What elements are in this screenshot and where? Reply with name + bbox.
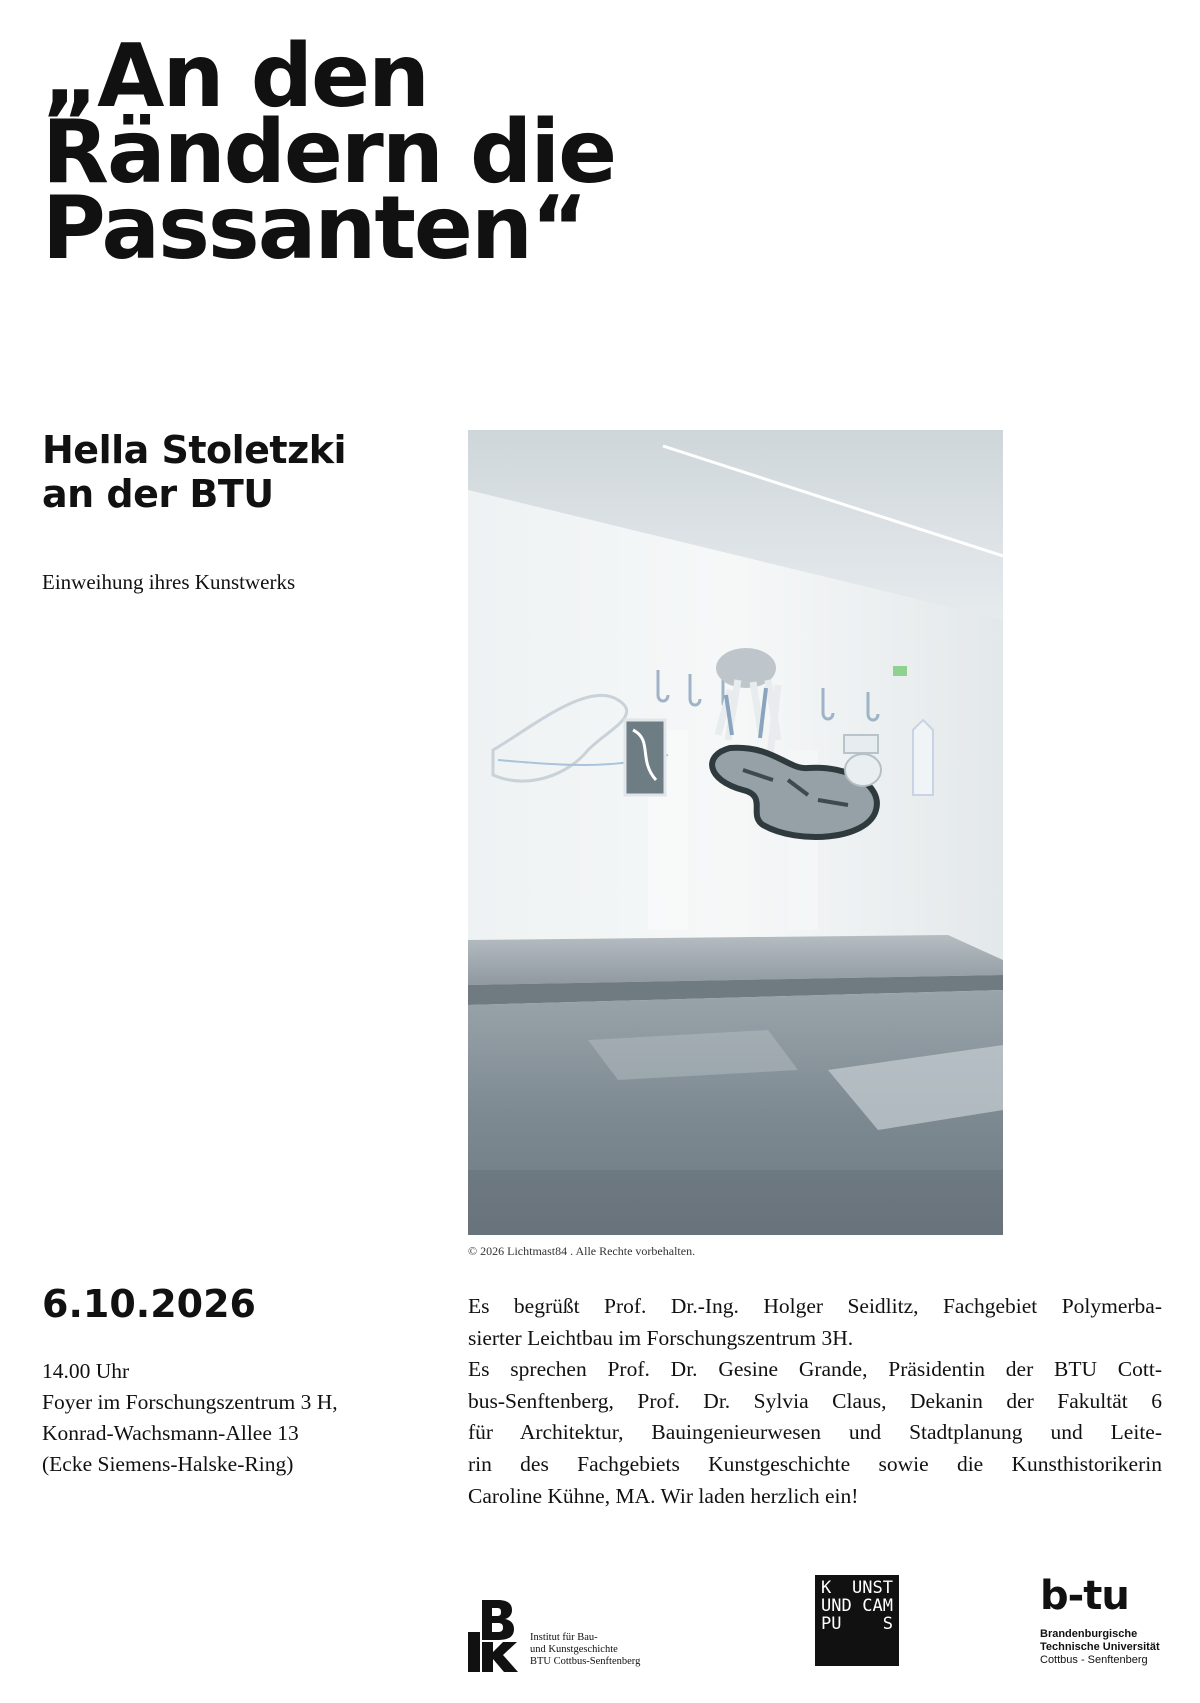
title-line-3: Passanten“ — [42, 177, 587, 279]
program-line-2: sierter Leichtbau im Forschungszentrum 3H. — [468, 1325, 854, 1350]
kunst-und-campus-logo — [815, 1575, 899, 1666]
btu-name — [1040, 1628, 1160, 1667]
btu-mark: b-tu — [1040, 1573, 1129, 1619]
program-text — [468, 1291, 1162, 1512]
ibk-name — [530, 1632, 640, 1668]
kuc-row-2 — [821, 1597, 893, 1615]
event-kicker: Einweihung ihres Kunstwerks — [42, 570, 296, 594]
ibk-name-line-3: BTU Cottbus-Senftenberg — [530, 1656, 641, 1667]
btu-name-line-3: Cottbus - Senftenberg — [1040, 1654, 1148, 1666]
event-place-line-1: Foyer im Forschungszentrum 3 H, — [42, 1390, 338, 1414]
ibk-mark-icon — [468, 1592, 520, 1672]
ibk-logo — [468, 1592, 688, 1672]
program-line-3: Es sprechen Prof. Dr. Gesine Grande, Präsidentin der BTU Cott- — [468, 1357, 1162, 1382]
event-date: 6.10.2026 — [42, 1282, 256, 1326]
event-details — [42, 1356, 422, 1480]
program-line-4: bus-Senftenberg, Prof. Dr. Sylvia Claus, Dekanin der Fakultät 6 — [468, 1388, 1162, 1413]
btu-logo — [1040, 1574, 1180, 1674]
subtitle-line-2: an der BTU — [42, 472, 274, 516]
event-place-line-2: Konrad-Wachsmann-Allee 13 — [42, 1421, 299, 1445]
artwork-photo — [468, 430, 1003, 1235]
title-line-2: Rändern die — [42, 101, 616, 203]
program-line-1: Es begrüßt Prof. Dr.-Ing. Holger Seidlitz, Fachgebiet Polymerba- — [468, 1294, 1162, 1318]
subtitle-line-1: Hella Stoletzki — [42, 428, 347, 472]
program-line-6: rin des Fachgebiets Kunstgeschichte sowie die Kunsthistorikerin — [468, 1451, 1162, 1476]
kuc-text: PU — [821, 1614, 842, 1634]
poster-title — [42, 25, 862, 279]
kuc-text: UNST — [852, 1578, 893, 1598]
kuc-text: K — [821, 1578, 832, 1598]
kuc-text: S — [882, 1614, 893, 1634]
kuc-text: CAM — [862, 1596, 893, 1616]
artist-heading — [42, 428, 462, 516]
btu-name-line-2: Technische Universität — [1040, 1641, 1160, 1653]
ibk-name-line-2: und Kunstgeschichte — [530, 1644, 618, 1655]
btu-name-line-1: Brandenburgische — [1040, 1628, 1138, 1640]
ibk-name-line-1: Institut für Bau- — [530, 1632, 598, 1643]
photo-credit: © 2026 Lichtmast84 . Alle Rechte vorbehalten. — [468, 1244, 696, 1258]
title-line-1: „An den — [42, 25, 428, 127]
event-place-line-3: (Ecke Siemens-Halske-Ring) — [42, 1452, 294, 1476]
program-line-7: Caroline Kühne, MA. Wir laden herzlich ein! — [468, 1483, 859, 1508]
event-time: 14.00 Uhr — [42, 1359, 130, 1383]
kuc-text: UND — [821, 1596, 852, 1616]
kuc-row-3 — [821, 1615, 893, 1633]
kuc-row-1 — [821, 1579, 893, 1597]
program-line-5: für Architektur, Bauingenieurwesen und Stadtplanung und Leite- — [468, 1420, 1162, 1445]
